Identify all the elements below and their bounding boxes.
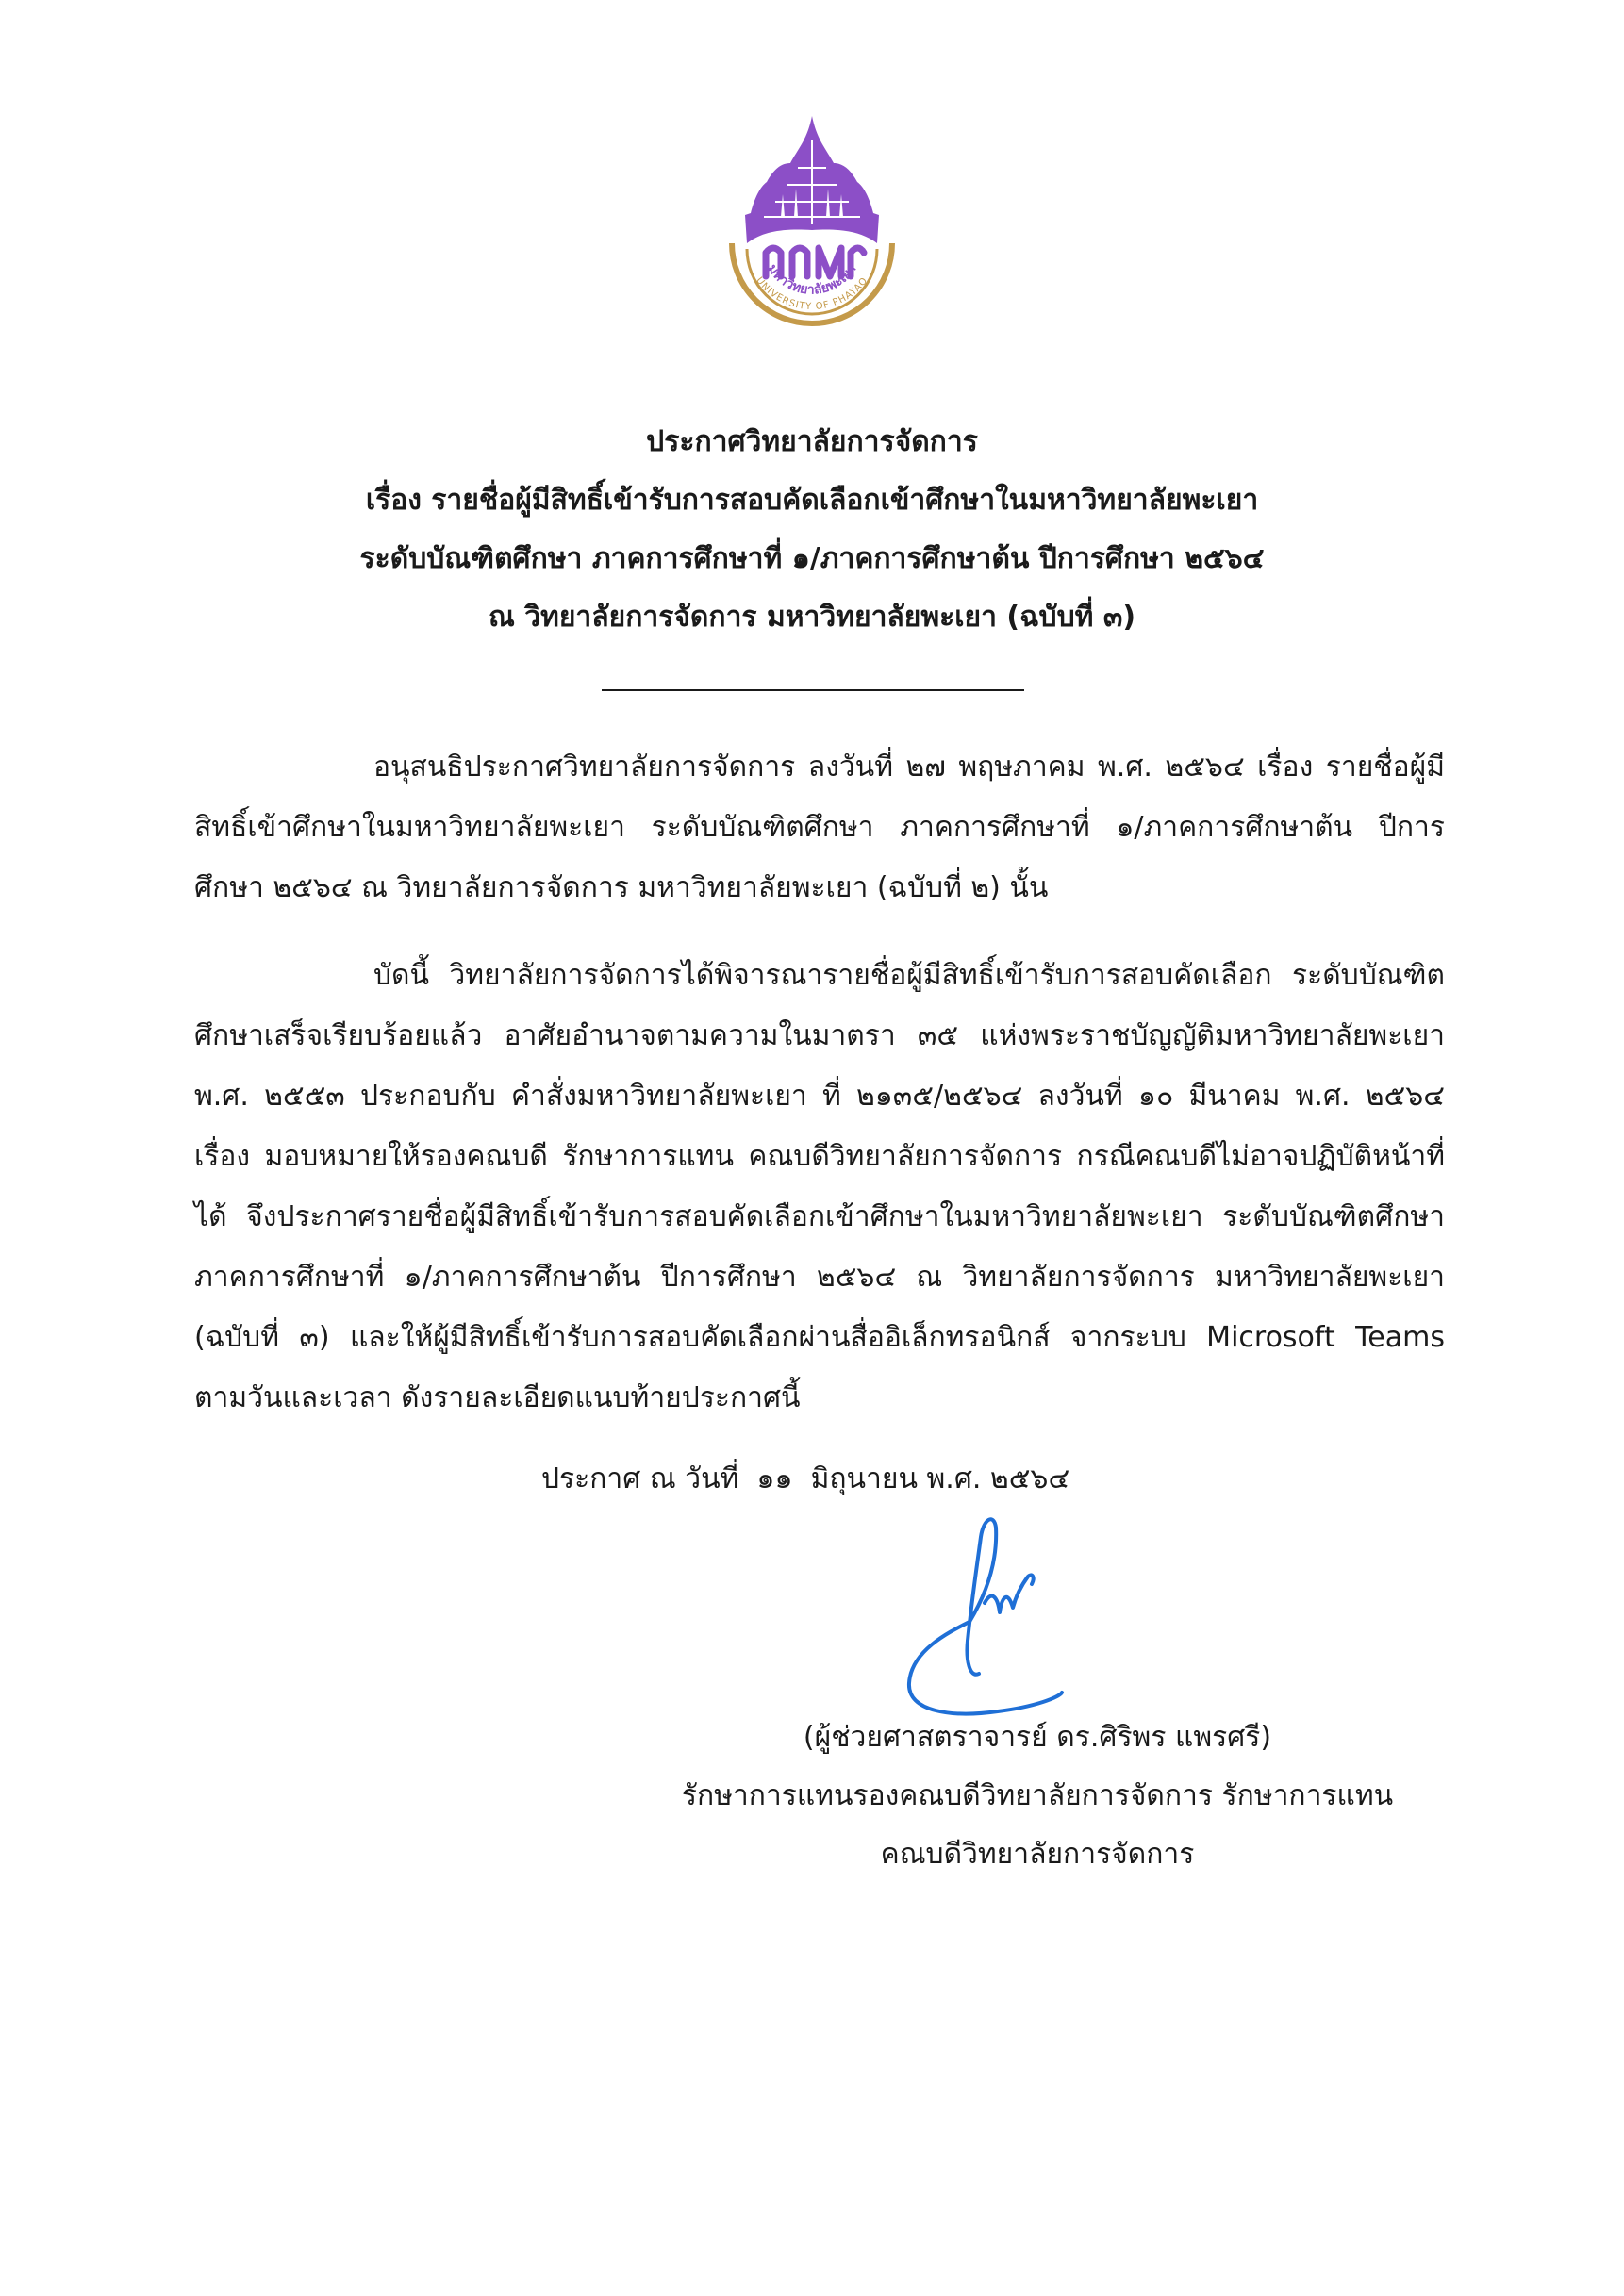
body-paragraph-1: อนุสนธิประกาศวิทยาลัยการจัดการ ลงวันที่ ๒๗ พฤษภาคม พ.ศ. ๒๕๖๔ เรื่อง รายชื่อผู้มีสิทธิ์เข้าศึกษาในมหาวิทยาลัยพะเยา ระดับบัณฑิตศึกษา ภาคการศึกษาที่ ๑/ภาคการศึกษาต้น ปีการศึกษา ๒๕๖๔ ณ วิทยาลัยการจัดการ มหาวิทยาลัยพะเยา (ฉบับที่ ๒) นั้น xyxy=(194,751,1445,904)
signer-position-line-1: รักษาการแทนรองคณบดีวิทยาลัยการจัดการ รักษาการแทน xyxy=(681,1779,1394,1812)
heading-line-3: ระดับบัณฑิตศึกษา ภาคการศึกษาที่ ๑/ภาคการศึกษาต้น ปีการศึกษา ๒๕๖๔ xyxy=(359,542,1265,575)
logo-thai-text: มหาวิทยาลัยพะเยา xyxy=(764,261,860,298)
university-logo xyxy=(724,111,900,347)
heading-line-4: ณ วิทยาลัยการจัดการ มหาวิทยาลัยพะเยา (ฉบับที่ ๓) xyxy=(488,601,1136,634)
body-paragraph-2: บัดนี้ วิทยาลัยการจัดการได้พิจารณารายชื่อผู้มีสิทธิ์เข้ารับการสอบคัดเลือก ระดับบัณฑิตศึกษาเสร็จเรียบร้อยแล้ว อาศัยอำนาจตามความในมาตรา ๓๕ แห่งพระราชบัญญัติมหาวิทยาลัยพะเยา พ.ศ. ๒๕๕๓ ประกอบกับ คำสั่งมหาวิทยาลัยพะเยา ที่ ๒๑๓๕/๒๕๖๔ ลงวันที่ ๑๐ มีนาคม พ.ศ. ๒๕๖๔ เรื่อง มอบหมายให้รองคณบดี รักษาการแทน คณบดีวิทยาลัยการจัดการ กรณีคณบดีไม่อาจปฏิบัติหน้าที่ได้ จึงประกาศรายชื่อผู้มีสิทธิ์เข้ารับการสอบคัดเลือกเข้าศึกษาในมหาวิทยาลัยพะเยา ระดับบัณฑิตศึกษา ภาคการศึกษาที่ ๑/ภาคการศึกษาต้น ปีการศึกษา ๒๕๖๔ ณ วิทยาลัยการจัดการ มหาวิทยาลัยพะเยา (ฉบับที่ ๓) และให้ผู้มีสิทธิ์เข้ารับการสอบคัดเลือกผ่านสื่ออิเล็กทรอนิกส์ จากระบบ Microsoft Teams ตามวันและเวลา ดังรายละเอียดแนบท้ายประกาศนี้ xyxy=(194,959,1445,1414)
heading-divider xyxy=(602,689,1024,691)
signature xyxy=(894,1509,1083,1726)
signer-position-line-2: คณบดีวิทยาลัยการจัดการ xyxy=(880,1838,1195,1871)
university-of-phayao-seal-icon xyxy=(724,111,900,347)
signer-block xyxy=(641,1709,1433,1884)
handwritten-signature-icon xyxy=(894,1509,1083,1726)
heading-line-1: ประกาศวิทยาลัยการจัดการ xyxy=(646,425,978,458)
signer-name: (ผู้ช่วยศาสตราจารย์ ดร.ศิริพร แพรศรี) xyxy=(803,1721,1272,1754)
heading-line-2: เรื่อง รายชื่อผู้มีสิทธิ์เข้ารับการสอบคัดเลือกเข้าศึกษาในมหาวิทยาลัยพะเยา xyxy=(365,484,1259,517)
document-heading xyxy=(0,413,1624,647)
announcement-date: ประกาศ ณ วันที่ ๑๑ มิถุนายน พ.ศ. ๒๕๖๔ xyxy=(541,1462,1070,1495)
logo-english-text: UNIVERSITY OF PHAYAO xyxy=(754,275,870,313)
